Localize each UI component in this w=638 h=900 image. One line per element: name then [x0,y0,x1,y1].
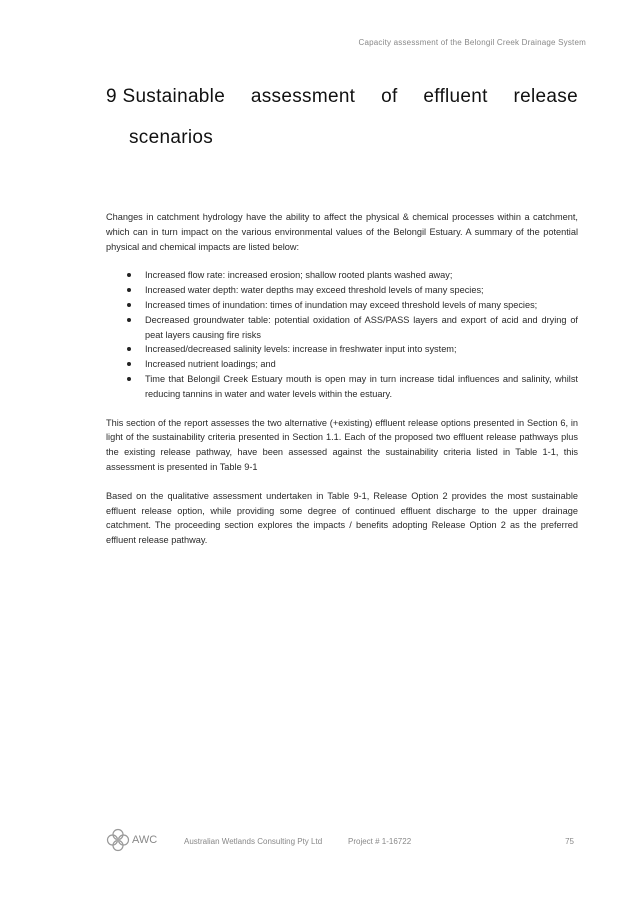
bullet-icon [127,273,131,277]
logo-text: AWC [132,834,158,846]
list-item: Time that Belongil Creek Estuary mouth is open may in turn increase tidal influences and salinity, whilst reducing tannins in water and water levels within the estuary. [106,372,578,402]
page-footer [106,828,578,856]
bullet-icon [127,362,131,366]
heading-line-2: scenarios [129,127,214,148]
intro-paragraph: Changes in catchment hydrology have the ability to affect the physical & chemical processes within a catchment, which can in turn impact on the various environmental values of the Belongil Estuary. A summary of the potential physical and chemical impacts are listed below: [106,212,578,252]
list-item: Increased times of inundation: times of inundation may exceed threshold levels of many species; [106,298,578,313]
heading-word: assessment [250,86,356,107]
awc-logo-icon [106,828,130,852]
bullet-icon [127,318,131,322]
list-item: Increased water depth: water depths may exceed threshold levels of many species; [106,283,578,298]
heading-word: Sustainable [122,86,226,107]
body-text [106,210,578,548]
running-header: Capacity assessment of the Belongil Creek Drainage System [358,38,586,47]
list-item: Decreased groundwater table: potential oxidation of ASS/PASS layers and export of acid and drying of peat layers causing fire risks [106,313,578,343]
list-item: Increased nutrient loadings; and [106,357,578,372]
page-number: 75 [565,837,574,846]
list-item: Increased/decreased salinity levels: increase in freshwater input into system; [106,342,578,357]
assessment-paragraph: This section of the report assesses the two alternative (+existing) effluent release options presented in Section 6, in light of the sustainability criteria presented in Section 1.1. Each of the proposed two effluent release pathways plus the existing release pathway, have been assessed against the sustainability criteria listed in Table 1-1, this assessment is presented in Table 9-1 [106,417,578,472]
impact-list [106,268,578,401]
conclusion-paragraph: Based on the qualitative assessment undertaken in Table 9-1, Release Option 2 provides the most sustainable effluent release option, while providing some degree of continued effluent discharge to the upper drainage catchment. The proceeding section explores the impacts / benefits adopting Release Option 2 as the preferred effluent release pathway. [106,490,578,546]
heading-word: of [381,86,398,107]
heading-word: release [513,86,578,107]
section-heading [106,84,578,151]
bullet-icon [127,303,131,307]
heading-word: effluent [423,86,488,107]
project-number: Project # 1-16722 [348,837,412,846]
section-number: 9 [106,86,117,107]
bullet-icon [127,347,131,351]
list-item: Increased flow rate: increased erosion; shallow rooted plants washed away; [106,268,578,283]
bullet-icon [127,288,131,292]
company-name: Australian Wetlands Consulting Pty Ltd [184,837,323,846]
heading-line-1 [106,84,578,110]
section-number-and-word-1 [106,84,225,110]
bullet-icon [127,377,131,381]
